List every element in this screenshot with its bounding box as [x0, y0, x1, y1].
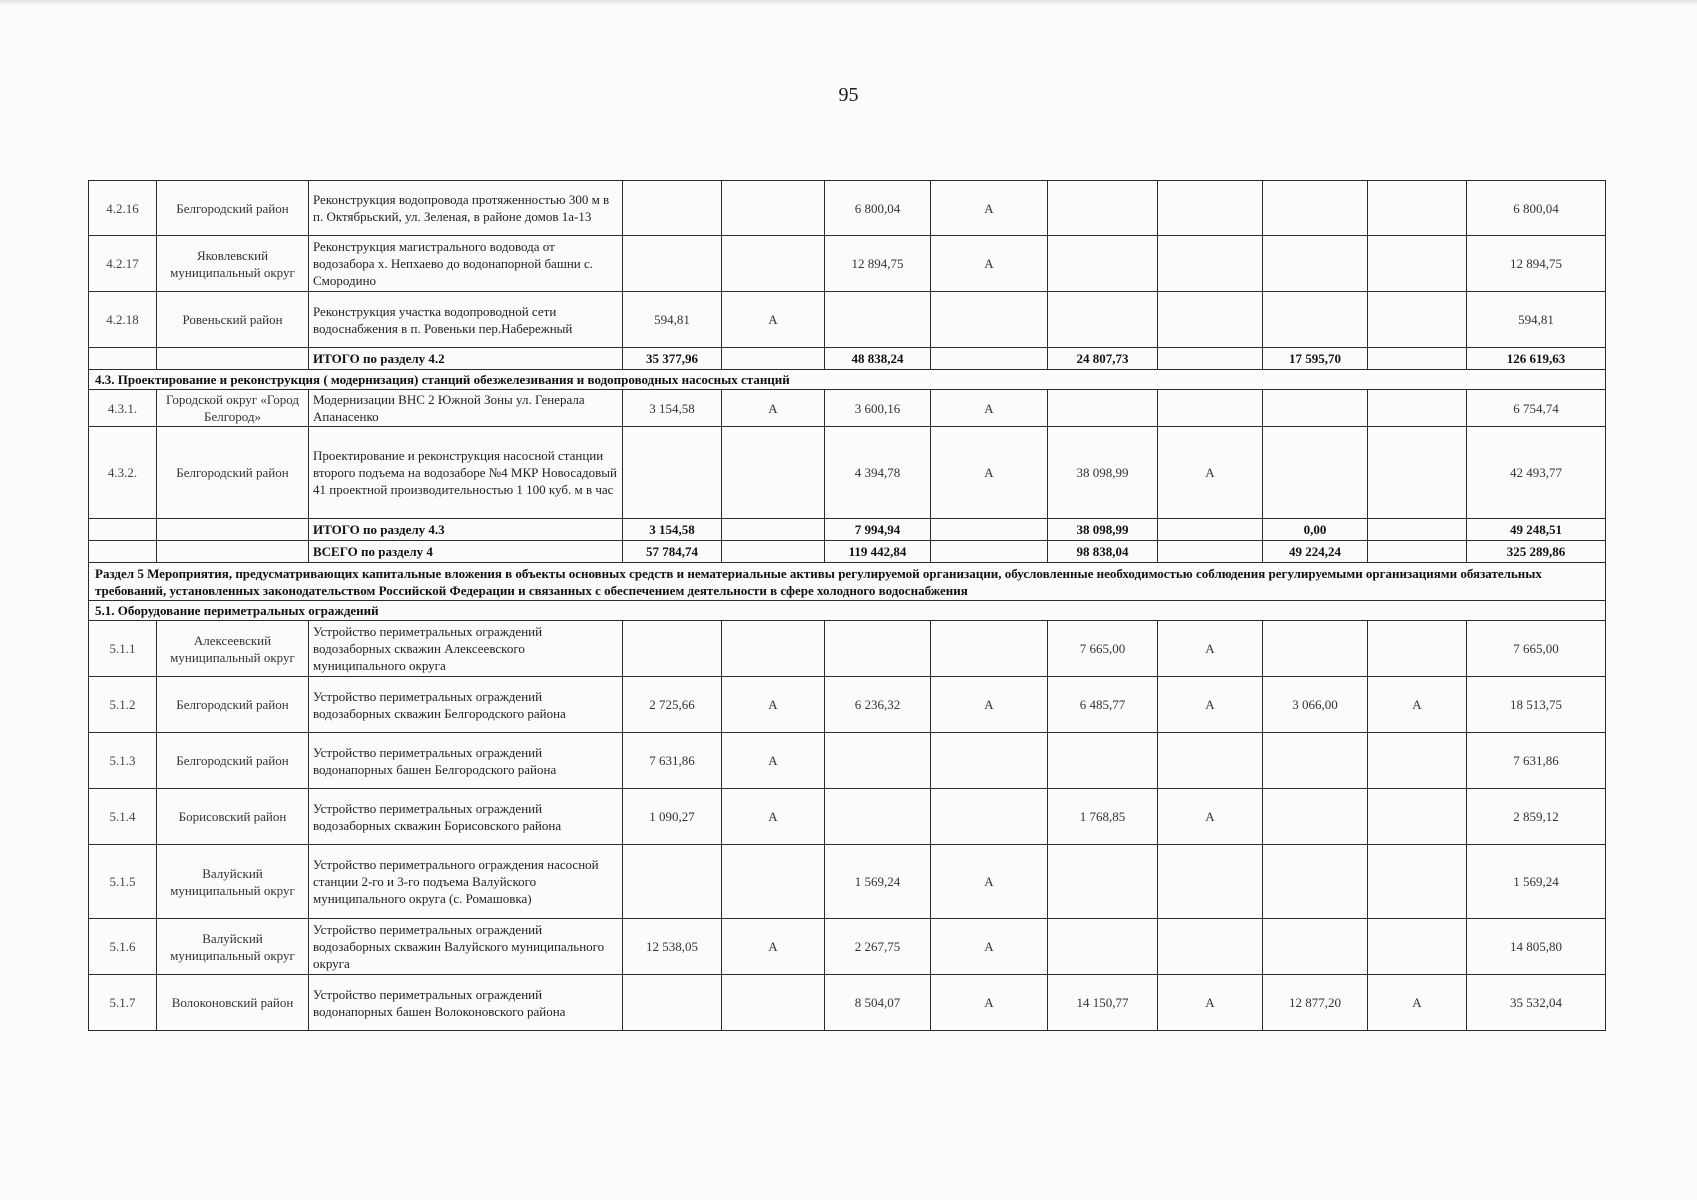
row-total: 1 569,24 — [1467, 845, 1606, 919]
source-flag: А — [931, 181, 1048, 236]
subtotal-value: 24 807,73 — [1048, 348, 1158, 370]
cost-value — [1048, 236, 1158, 292]
cost-value: 2 267,75 — [825, 919, 931, 975]
investment-program-table — [88, 180, 1606, 1031]
cost-value — [1048, 733, 1158, 789]
table-row — [89, 733, 1606, 789]
cost-value — [623, 845, 722, 919]
row-number: 4.2.17 — [89, 236, 157, 292]
row-number: 5.1.6 — [89, 919, 157, 975]
cost-value: 7 665,00 — [1048, 621, 1158, 677]
source-flag: А — [931, 390, 1048, 427]
cost-value — [623, 427, 722, 519]
row-total: 12 894,75 — [1467, 236, 1606, 292]
source-flag — [931, 621, 1048, 677]
source-flag — [1368, 733, 1467, 789]
cost-value: 14 150,77 — [1048, 975, 1158, 1031]
grand-total-value: 57 784,74 — [623, 541, 722, 563]
grand-total-label: ВСЕГО по разделу 4 — [309, 541, 623, 563]
cost-value: 12 894,75 — [825, 236, 931, 292]
cost-value — [1263, 621, 1368, 677]
source-flag: А — [1158, 975, 1263, 1031]
source-flag: А — [931, 975, 1048, 1031]
row-number: 5.1.7 — [89, 975, 157, 1031]
subtotal-label: ИТОГО по разделу 4.3 — [309, 519, 623, 541]
table-row — [89, 236, 1606, 292]
source-flag: А — [931, 236, 1048, 292]
row-total: 18 513,75 — [1467, 677, 1606, 733]
source-flag: А — [931, 845, 1048, 919]
cost-value: 4 394,78 — [825, 427, 931, 519]
source-flag — [1158, 236, 1263, 292]
cost-value — [1263, 292, 1368, 348]
source-flag: А — [1158, 621, 1263, 677]
row-number: 5.1.2 — [89, 677, 157, 733]
row-number: 5.1.3 — [89, 733, 157, 789]
row-total: 6 800,04 — [1467, 181, 1606, 236]
source-flag — [1368, 621, 1467, 677]
source-flag — [931, 733, 1048, 789]
cost-value — [1263, 181, 1368, 236]
cost-value — [1048, 390, 1158, 427]
subtotal-value: 17 595,70 — [1263, 348, 1368, 370]
source-flag: А — [722, 390, 825, 427]
cost-value: 8 504,07 — [825, 975, 931, 1031]
source-flag — [931, 789, 1048, 845]
cost-value: 3 066,00 — [1263, 677, 1368, 733]
measure-description: Устройство периметральных ограждений водонапорных башен Волоконовского района — [309, 975, 623, 1031]
municipality: Белгородский район — [157, 181, 309, 236]
source-flag — [722, 236, 825, 292]
table-row — [89, 975, 1606, 1031]
row-number: 5.1.5 — [89, 845, 157, 919]
municipality: Яковлевский муниципальный округ — [157, 236, 309, 292]
cost-value: 12 538,05 — [623, 919, 722, 975]
municipality: Волоконовский район — [157, 975, 309, 1031]
measure-description: Устройство периметральных ограждений водонапорных башен Белгородского района — [309, 733, 623, 789]
cost-value: 12 877,20 — [1263, 975, 1368, 1031]
source-flag: А — [1368, 677, 1467, 733]
source-flag: А — [722, 789, 825, 845]
table-row — [89, 621, 1606, 677]
row-total: 6 754,74 — [1467, 390, 1606, 427]
source-flag: А — [722, 292, 825, 348]
source-flag: А — [722, 919, 825, 975]
cost-value — [1048, 919, 1158, 975]
cost-value — [623, 236, 722, 292]
cost-value — [1048, 845, 1158, 919]
cost-value — [1263, 733, 1368, 789]
source-flag — [1368, 789, 1467, 845]
section-heading-row — [89, 601, 1606, 621]
municipality: Белгородский район — [157, 427, 309, 519]
subtotal-value: 38 098,99 — [1048, 519, 1158, 541]
source-flag — [1368, 390, 1467, 427]
municipality: Валуйский муниципальный округ — [157, 845, 309, 919]
source-flag — [1158, 390, 1263, 427]
cost-value — [1263, 427, 1368, 519]
source-flag — [722, 181, 825, 236]
cost-value — [623, 975, 722, 1031]
source-flag — [931, 292, 1048, 348]
source-flag — [722, 621, 825, 677]
section-heading: 4.3. Проектирование и реконструкция ( модернизация) станций обезжелезивания и водопроводных насосных станций — [89, 370, 1606, 390]
measure-description: Устройство периметральных ограждений водозаборных скважин Борисовского района — [309, 789, 623, 845]
source-flag: А — [1158, 789, 1263, 845]
source-flag — [722, 845, 825, 919]
source-flag — [1158, 919, 1263, 975]
cost-value — [1048, 292, 1158, 348]
cost-value: 6 236,32 — [825, 677, 931, 733]
measure-description: Устройство периметрального ограждения насосной станции 2-го и 3-го подъема Валуйского муниципального округа (с. Ромашовка) — [309, 845, 623, 919]
page-number: 95 — [838, 84, 859, 106]
cost-value: 6 485,77 — [1048, 677, 1158, 733]
subtotal-row — [89, 348, 1606, 370]
source-flag — [1368, 919, 1467, 975]
table-row — [89, 789, 1606, 845]
cost-value — [825, 733, 931, 789]
municipality: Ровеньский район — [157, 292, 309, 348]
row-number: 5.1.1 — [89, 621, 157, 677]
table-row — [89, 845, 1606, 919]
source-flag: А — [1158, 677, 1263, 733]
source-flag: А — [931, 677, 1048, 733]
municipality: Городской округ «Город Белгород» — [157, 390, 309, 427]
section-heading: 5.1. Оборудование периметральных ограждений — [89, 601, 1606, 621]
cost-value: 1 768,85 — [1048, 789, 1158, 845]
measure-description: Устройство периметральных ограждений водозаборных скважин Алексеевского муниципального округа — [309, 621, 623, 677]
subtotal-value: 7 994,94 — [825, 519, 931, 541]
row-number: 4.3.2. — [89, 427, 157, 519]
source-flag — [722, 427, 825, 519]
cost-value: 1 090,27 — [623, 789, 722, 845]
page-top-edge — [0, 0, 1697, 6]
table-row — [89, 427, 1606, 519]
measure-description: Проектирование и реконструкция насосной станции второго подъема на водозаборе №4 МКР Новосадовый 41 проектной производительностью 1 100 куб. м в час — [309, 427, 623, 519]
subtotal-value: 0,00 — [1263, 519, 1368, 541]
row-number: 5.1.4 — [89, 789, 157, 845]
cost-value — [825, 621, 931, 677]
cost-value — [1263, 390, 1368, 427]
cost-value: 1 569,24 — [825, 845, 931, 919]
section-heading: Раздел 5 Мероприятия, предусматривающих капитальные вложения в объекты основных средств и нематериальные активы регулируемой организации, обусловленные необходимостью соблюдения регулируемыми организациями обязательных требований, установленных законодательством Российской Федерации и связанных с обеспечением деятельности в сфере холодного водоснабжения — [89, 563, 1606, 601]
grand-total-value: 49 224,24 — [1263, 541, 1368, 563]
measure-description: Реконструкция магистрального водовода от водозабора х. Непхаево до водонапорной башни с. Смородино — [309, 236, 623, 292]
table-row — [89, 181, 1606, 236]
municipality: Белгородский район — [157, 677, 309, 733]
source-flag: А — [722, 677, 825, 733]
table-row — [89, 292, 1606, 348]
municipality: Белгородский район — [157, 733, 309, 789]
cost-value — [1263, 789, 1368, 845]
table-row — [89, 677, 1606, 733]
grand-total-total: 325 289,86 — [1467, 541, 1606, 563]
source-flag — [1158, 845, 1263, 919]
cost-value: 6 800,04 — [825, 181, 931, 236]
source-flag — [1368, 181, 1467, 236]
section-heading-row — [89, 563, 1606, 601]
municipality: Валуйский муниципальный округ — [157, 919, 309, 975]
grand-total-row — [89, 541, 1606, 563]
measure-description: Модернизации ВНС 2 Южной Зоны ул. Генерала Апанасенко — [309, 390, 623, 427]
source-flag: А — [1368, 975, 1467, 1031]
cost-value — [825, 292, 931, 348]
source-flag — [1368, 427, 1467, 519]
cost-value — [623, 181, 722, 236]
source-flag: А — [931, 919, 1048, 975]
municipality: Борисовский район — [157, 789, 309, 845]
cost-value: 3 600,16 — [825, 390, 931, 427]
row-total: 7 665,00 — [1467, 621, 1606, 677]
row-number: 4.2.16 — [89, 181, 157, 236]
cost-value — [1048, 181, 1158, 236]
source-flag — [1368, 845, 1467, 919]
row-total: 7 631,86 — [1467, 733, 1606, 789]
subtotal-value: 3 154,58 — [623, 519, 722, 541]
table-row — [89, 919, 1606, 975]
row-total: 14 805,80 — [1467, 919, 1606, 975]
grand-total-value: 119 442,84 — [825, 541, 931, 563]
subtotal-total: 126 619,63 — [1467, 348, 1606, 370]
source-flag: А — [1158, 427, 1263, 519]
grand-total-value: 98 838,04 — [1048, 541, 1158, 563]
source-flag — [1368, 292, 1467, 348]
source-flag — [1368, 236, 1467, 292]
measure-description: Реконструкция участка водопроводной сети водоснабжения в п. Ровеньки пер.Набережный — [309, 292, 623, 348]
source-flag: А — [931, 427, 1048, 519]
cost-value: 594,81 — [623, 292, 722, 348]
cost-value: 7 631,86 — [623, 733, 722, 789]
cost-value: 38 098,99 — [1048, 427, 1158, 519]
subtotal-row — [89, 519, 1606, 541]
cost-value — [623, 621, 722, 677]
row-total: 35 532,04 — [1467, 975, 1606, 1031]
row-total: 594,81 — [1467, 292, 1606, 348]
municipality: Алексеевский муниципальный округ — [157, 621, 309, 677]
subtotal-total: 49 248,51 — [1467, 519, 1606, 541]
cost-value — [825, 789, 931, 845]
row-number: 4.2.18 — [89, 292, 157, 348]
source-flag — [722, 975, 825, 1031]
row-total: 42 493,77 — [1467, 427, 1606, 519]
cost-value: 3 154,58 — [623, 390, 722, 427]
cost-value — [1263, 236, 1368, 292]
measure-description: Устройство периметральных ограждений водозаборных скважин Белгородского района — [309, 677, 623, 733]
source-flag — [1158, 292, 1263, 348]
cost-value: 2 725,66 — [623, 677, 722, 733]
subtotal-value: 35 377,96 — [623, 348, 722, 370]
source-flag — [1158, 181, 1263, 236]
cost-value — [1263, 919, 1368, 975]
row-total: 2 859,12 — [1467, 789, 1606, 845]
row-number: 4.3.1. — [89, 390, 157, 427]
measure-description: Реконструкция водопровода протяженностью 300 м в п. Октябрьский, ул. Зеленая, в районе домов 1а-13 — [309, 181, 623, 236]
table-row — [89, 390, 1606, 427]
source-flag: А — [722, 733, 825, 789]
cost-value — [1263, 845, 1368, 919]
subtotal-value: 48 838,24 — [825, 348, 931, 370]
section-heading-row — [89, 370, 1606, 390]
measure-description: Устройство периметральных ограждений водозаборных скважин Валуйского муниципального округа — [309, 919, 623, 975]
subtotal-label: ИТОГО по разделу 4.2 — [309, 348, 623, 370]
source-flag — [1158, 733, 1263, 789]
